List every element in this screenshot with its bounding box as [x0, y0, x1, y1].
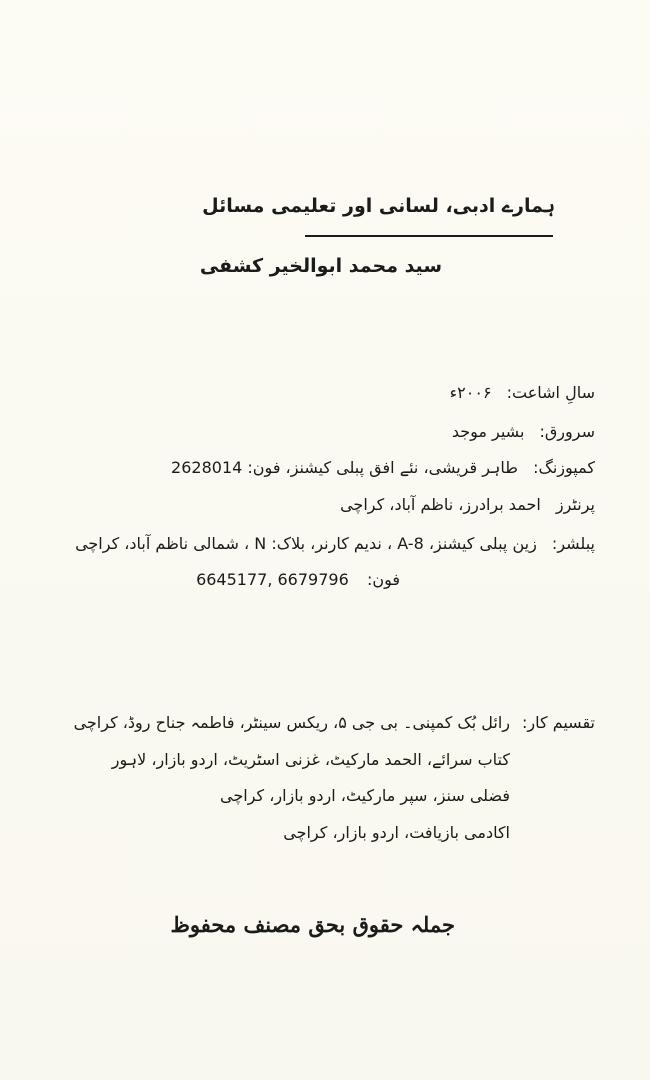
printers-label: پرنٹرز: [555, 495, 595, 514]
cover-line: [452, 422, 595, 441]
phone-numbers: 6645177, 6679796: [196, 570, 349, 589]
cover-value: بشیر موجد: [451, 422, 525, 441]
printers-value: احمد برادرز، ناظم آباد، کراچی: [340, 495, 541, 514]
publisher-name: زین پبلی کیشنز،: [428, 534, 537, 553]
book-author: سید محمد ابوالخیر کشفی: [199, 255, 442, 277]
copyright-notice: جملہ حقوق بحق مصنف محفوظ: [170, 912, 455, 937]
phone-line: [196, 570, 400, 589]
publication-year-value: ۲۰۰۶ء: [449, 383, 492, 402]
composing-label: کمپوزنگ:: [533, 458, 595, 477]
publication-year-label: سالِ اشاعت:: [506, 383, 595, 402]
publisher-city: ، شمالی ناظم آباد، کراچی: [75, 534, 250, 553]
publisher-address-part: ، ندیم کارنر، بلاک:: [271, 534, 393, 553]
distribution-item: کتاب سرائے، الحمد مارکیٹ، غزنی اسٹریٹ، اردو بازار، لاہور: [111, 750, 510, 769]
phone-label: فون:: [366, 570, 400, 589]
publisher-label: پبلشر:: [551, 534, 595, 553]
distribution-label: تقسیم کار:: [522, 713, 595, 732]
book-title: ہمارے ادبی، لسانی اور تعلیمی مسائل: [202, 195, 555, 217]
composing-line: [171, 458, 595, 477]
distribution-item: رائل بُک کمپنی۔ بی جی ۵، ریکس سینٹر، فاطمہ جناح روڈ، کراچی: [73, 713, 510, 732]
publisher-code: A-8: [397, 534, 424, 553]
cover-label: سرورق:: [539, 422, 595, 441]
publisher-line: [75, 534, 595, 553]
publisher-block: N: [254, 534, 267, 553]
publication-year-line: [450, 383, 595, 402]
composing-phone: 2628014: [171, 458, 243, 477]
printers-line: [340, 495, 595, 514]
publisher-value: [75, 534, 537, 553]
distribution-item: اکادمی بازیافت، اردو بازار، کراچی: [283, 823, 510, 842]
distribution-item: فضلی سنز، سپر مارکیٹ، اردو بازار، کراچی: [220, 786, 510, 805]
title-underline: [305, 235, 553, 237]
composing-value: طاہر قریشی، نئے افق پبلی کیشنز، فون:: [247, 458, 519, 477]
